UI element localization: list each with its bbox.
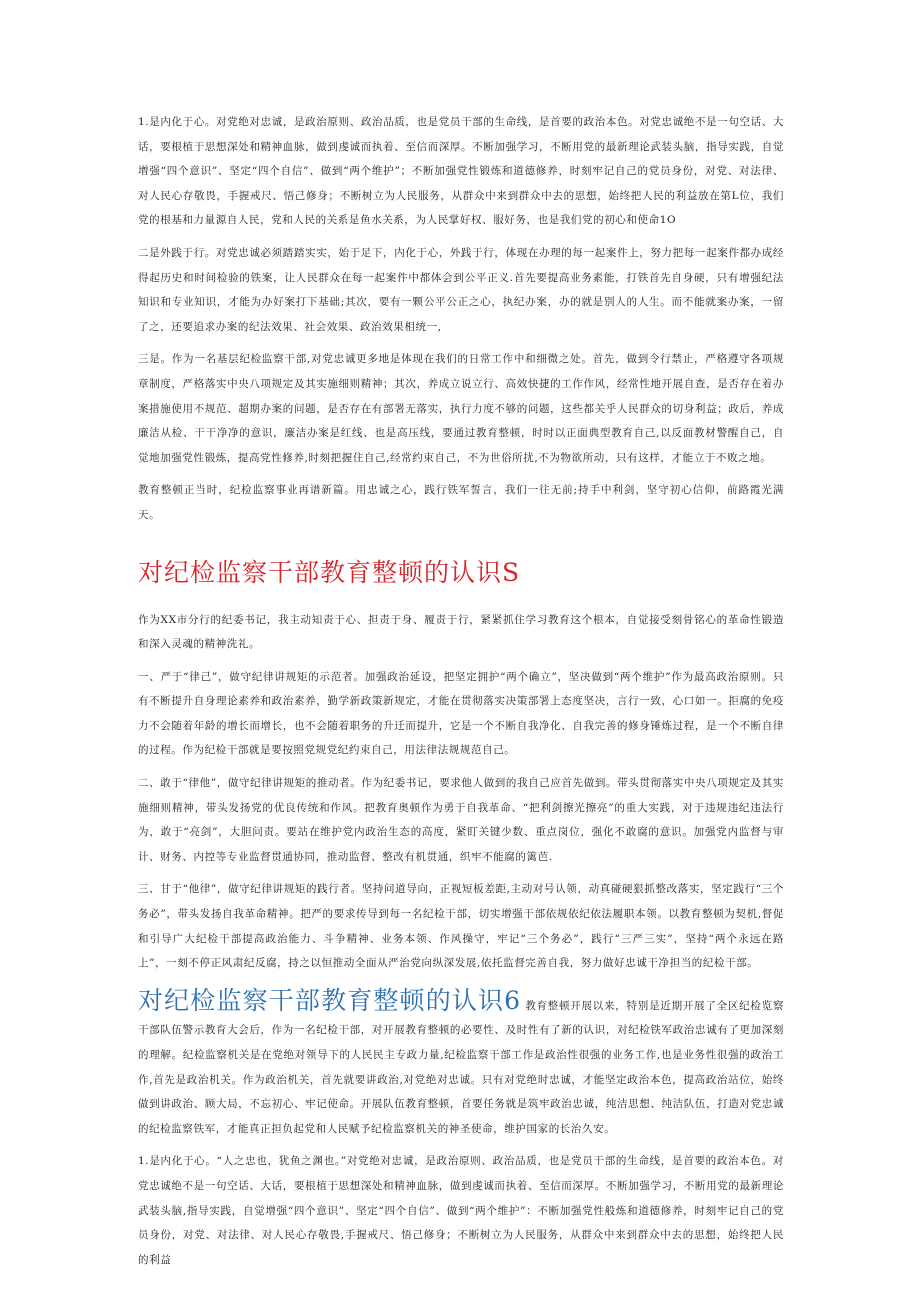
paragraph-1-1: 1.是内化于心。对党绝对忠诚，是政治原则、政治品质，也是党员干部的生命线，是首要的政治本色。对党忠诚绝不是一句空话、大话，要根植于思想深处和精神血脉，做到虔诚而执着、至信而深厚。不断加强学习，不断用党的最新理论武装头脑，指导实践，自觉增强“四个意识”、坚定“四个自信”、做到“两个维护”；不断加强党性锻炼和道德修养，时刻牢记自己的党员身份，对党、对法律、对人民心存敬畏，手握戒尺、悟己修身；不断树立为人民服务，从群众中来到群众中去的思想，始终把人民的利益放在第L位，我们党的根基和力量源自人民，党和人民的关系是鱼水关系，为人民掌好权、服好务，也是我们党的初心和使命1O xyxy=(138,116,784,227)
paragraph-2-2: 一、严于“律己”，做守纪律讲规矩的示范者。加强政治延设，把坚定拥护“两个确立”，坚决做到“两个维护”作为最高政治原则。只有不断提升自身理论素养和政治素养，勤学新政策新规定，才能在贯彻落实决策部署上态度坚决，言行一致，心口如一。拒腐的免疫力不会随着年龄的增长而增长，也不会随着职务的升迁而提升，它是一个不断自我净化、自我完善的修身锤炼过程，是一个不断自律的过程。作为纪检干部就是要按照党规党纪约束自己，用法律法规规范自己。 xyxy=(138,670,784,757)
paragraph-1-3: 三是。作为一名基层纪检监察干部,对党忠诚更多地是体现在我们的日常工作中和细微之处。首先，做到令行禁止，严格遵守各项规章制度，严格落实中央八项规定及其实施细则精神；其次，养成立说立行、高效快捷的工作作风，经常性地开展自查，是否存在着办案措施使用不规范、超期办案的问题，是否存在有部署无落实，执行力度不够的问题，这些都关乎人民群众的切身利益；政后，养成廉洁从检、干干净净的意识，廉洁办案是红线、也是高压线，要通过教育整顿，时时以正面典型教育自己,以反面教材警醒自己，自觉地加强党性锻炼，提高党性修养,时刻把握住自己,经常约束自己，不为世俗所扰,不为物欲所动，只有这样，才能立于不败之地。 xyxy=(138,353,784,464)
paragraph-1-4: 教育整顿正当时，纪检监察事业再谱新篇。用忠诚之心，践行铁军誓言，我们一往无前;持手中利剑，坚守初心信仰，前路霞光满天。 xyxy=(138,484,784,521)
section-1 xyxy=(138,110,784,528)
section-3-title: 对纪检监察干部教育整顿的认识6 xyxy=(138,985,522,1015)
section-3 xyxy=(138,984,784,1273)
section-2-title: 对纪检监察干部教育整顿的认识S xyxy=(138,557,521,587)
paragraph-2-4: 三、甘于“他律”，做守纪律讲规矩的践行者。坚持问道导向，正视短板差距,主动对号认领，动真碰硬狠抓整改落实，坚定践行“三个务必”，带头发扬自我革命精神。把严的要求传导到每一名纪检干部，切实增强干部依规依纪依法履职本领。以教育整顿为契机,督促和引导广大纪检干部提高政治能力、斗争精神、业务本领、作风操守，牢记“三个务必”，践行“三严三实”，坚持“两个永远在路上”，一刻不停正风肃纪反腐，持之以恒推动全面从严治党向纵深发展,依托监督完善自我，努力做好忠诚干净担当的纪检干部。 xyxy=(138,883,784,970)
section-3-lead-text: 教育整顿开展以来，特别是近期开展了全区纪检览察干部队伍警示教育大会后，作为一名纪检干部，对开展教育整顿的必要性、及时性有了新的认识，对纪检铁军政治忠诚有了更加深刻的理解。纪检监察机关是在党绝对领导下的人民民主专政力量,纪检监察干部工作是政治性很强的业务工作,也是业务性很强的政治工作,首先是政治机关。作为政治机关，首先就要讲政治,对党绝对忠诚。只有对党绝时忠诚，才能坚定政治本色，提高政治站位，始终做到讲政治、顾大局，不忘初心、牢记使命。开展队伍教育整顿，首要任务就是筑牢政治忠诚，纯洁思想、纯洁队伍，打造对党忠诚的纪检监察铁军，才能真正担负起党和人民赋予纪检监察机关的神圣使命，维护国家的长治久安。 xyxy=(138,999,784,1135)
paragraph-3-1: 1.是内化于心。“人之忠也，犹鱼之渊也。”对党绝对忠诚，是政治原则、政治品质，也是党员干部的生命线，是首要的政治本色。对党忠诚绝不是一句空话、大话，要根植于思想深处和精神血脉，做到虔诚而执着、至信而深厚。不断加强学习，不断用党的最新理论武装头脑,指导实践，自觉增强“四个意识”、坚定“四个自信”、做到“两个维护”：不断加强党性般炼和道德修养，时刻牢记自己的党员身份，对党、对法律、对人民心存敬畏,手握戒尺、悟己修身；不断树立为人民服务，从群众中来到群众中去的思想，始终把人民的利益 xyxy=(138,1155,784,1266)
paragraph-2-1: 作为XX市分行的纪委书记，我主动知责于心、担责于身、履责于行，紧紧抓住学习教育这个根本，自觉接受刻骨铭心的革命性锻造和深入灵魂的精神洗礼。 xyxy=(138,613,784,651)
paragraph-2-3: 二、敢于“律他”，做守纪律讲规矩的推动者。作为纪委书记，要求他人做到的我自己应首先做到。带头贯彻落实中央八项规定及其实施细则精神，带头发扬党的优良传统和作风。把教育奥顿作为勇于自我革命、“把利剑擦光擦亮”的重大实践，对于违规违纪违法行为，敢于“亮剑”，大胆问责。要站在维护党内政治生态的高度，紧盯关键少数、重点岗位，强化不敢腐的意识。加强党内监督与审计、财务、内控等专业监督贯通协同，推动监督、整改有机贯通，织牢不能腐的篱芭. xyxy=(138,777,784,863)
section-3-heading-block xyxy=(138,984,784,1142)
section-2 xyxy=(138,556,784,976)
paragraph-1-2: 二是外践于行。对党忠诚必须踏踏实实，始于足下，内化于心，外践于行，体现在办理的每一起案件上，努力把每一起案件都办成经得起历史和时间检验的铁案，让人民群众在每一起案件中都体会到公平正义.首先要提高业务素能，打铁首先自身硬，只有增强纪法知识和专业知识，才能为办好案打下基础;其次，要有一颗公平公正之心，执纪办案，办的就是别人的人生。而不能就案办案，一留了之，还要追求办案的纪法效果、社会效果、政治效果相统一, xyxy=(138,246,784,333)
